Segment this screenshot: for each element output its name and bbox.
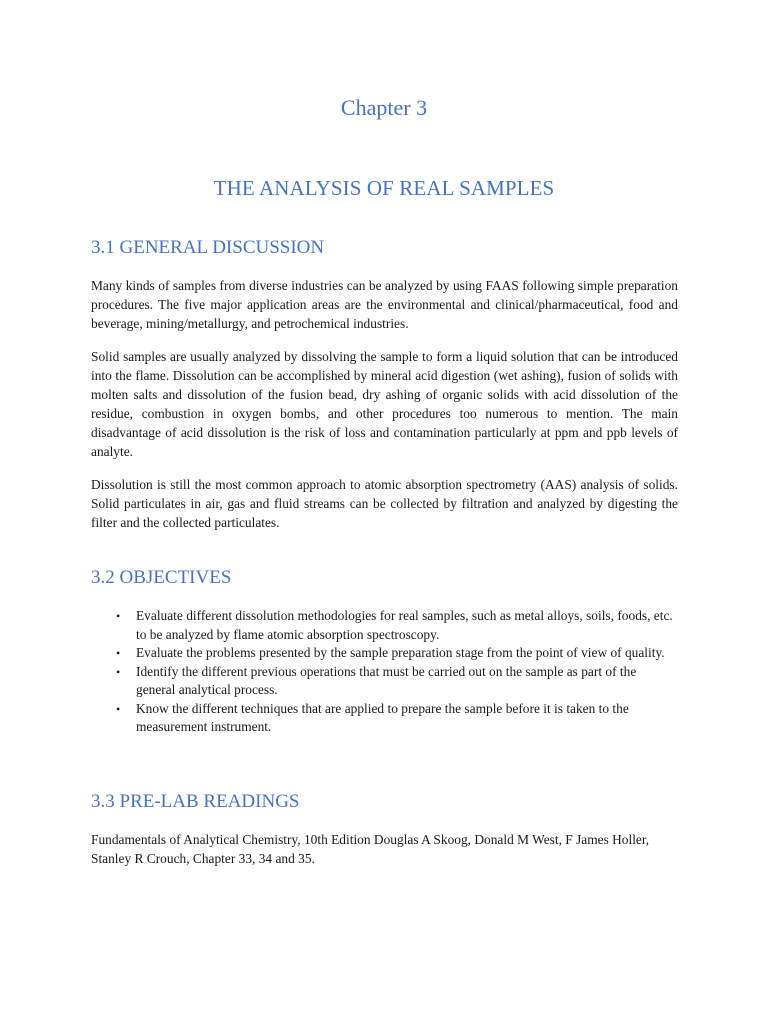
list-item-text: Identify the different previous operations that must be carried out on the sample as part of the general analytical process. (136, 663, 637, 697)
bullet-icon: • (116, 664, 121, 679)
paragraph-general-1: Many kinds of samples from diverse industries can be analyzed by using FAAS following simple preparation procedures. The five major application areas are the environmental and clinical/pharmaceutical, food and beverage, mining/metallurgy, and petrochemical industries. (91, 278, 678, 331)
list-item (91, 644, 678, 663)
bullet-icon: • (116, 646, 121, 660)
list-item-text: Know the different techniques that are applied to prepare the sample before it is taken to the measurement instrument. (136, 700, 629, 734)
chapter-title: THE ANALYSIS OF REAL SAMPLES (213, 176, 555, 200)
list-item-text: Evaluate different dissolution methodologies for real samples, such as metal alloys, soils, foods, etc. to be analyzed by flame atomic absorption spectroscopy. (136, 608, 673, 642)
section-heading-prelab-readings: 3.3 PRE-LAB READINGS (91, 791, 300, 812)
objectives-list (91, 607, 678, 737)
list-item (91, 607, 678, 644)
paragraph-general-2: Solid samples are usually analyzed by dissolving the sample to form a liquid solution that can be introduced into the flame. Dissolution can be accomplished by mineral acid digestion (wet ashing), fusion of solids with molten salts and dissolution of the fusion bead, dry ashing of organic solids with acid dissolution of the residue, combustion in oxygen bombs, and other procedures too numerous to mention. The main disadvantage of acid dissolution is the risk of loss and contamination particularly at ppm and ppb levels of analyte. (91, 349, 678, 459)
section-heading-objectives: 3.2 OBJECTIVES (91, 567, 232, 588)
list-item (91, 700, 678, 737)
paragraph-prelab: Fundamentals of Analytical Chemistry, 10th Edition Douglas A Skoog, Donald M West, F James Holler, Stanley R Crouch, Chapter 33, 34 and 35. (91, 832, 650, 866)
paragraph-general-3: Dissolution is still the most common approach to atomic absorption spectrometry (AAS) analysis of solids. Solid particulates in air, gas and fluid streams can be collected by filtration and analyzed by digesting the filter and the collected particulates. (91, 477, 678, 530)
list-item-text: Evaluate the problems presented by the sample preparation stage from the point of view of quality. (136, 645, 665, 660)
bullet-icon: • (116, 609, 121, 623)
section-heading-general-discussion: 3.1 GENERAL DISCUSSION (91, 237, 325, 258)
bullet-icon: • (116, 701, 121, 716)
list-item (91, 663, 678, 700)
chapter-label: Chapter 3 (340, 95, 428, 120)
